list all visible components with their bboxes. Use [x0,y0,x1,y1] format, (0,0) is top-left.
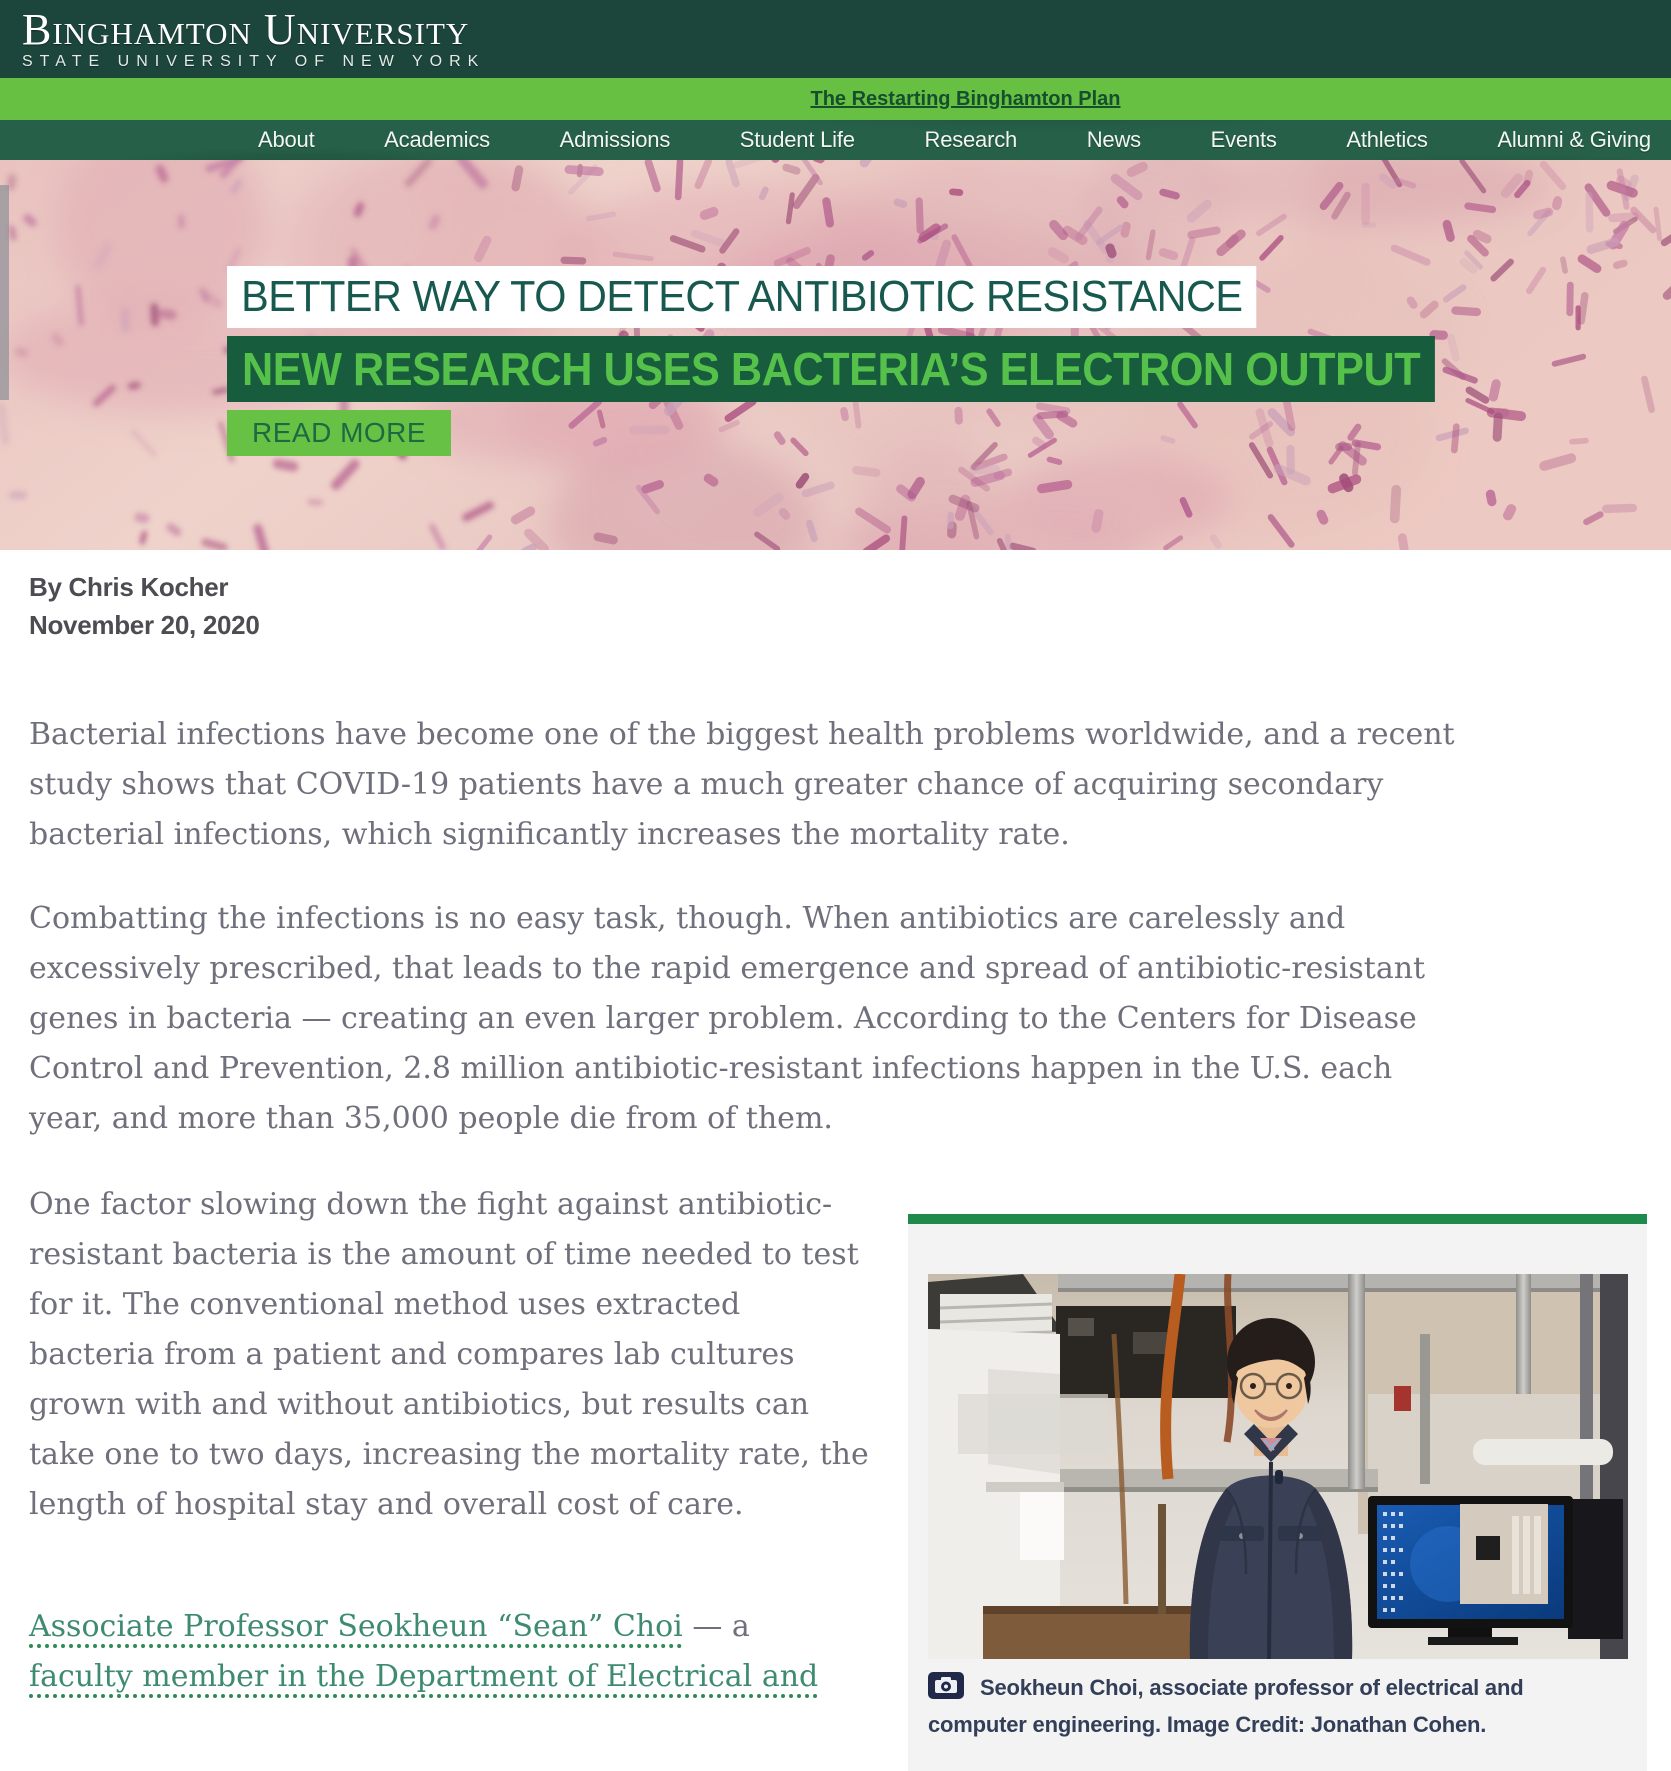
alert-bar [0,78,1671,120]
restarting-plan-link[interactable]: The Restarting Binghamton Plan [810,87,1121,110]
article-paragraph-2: Combatting the infections is no easy task, though. When antibiotics are carelessly and excessively prescribed, that leads to the rapid emergence and spread of antibiotic-resistant genes in bacteria — creating an even larger problem. According to the Centers for Disease Control and Prevention, 2.8 million antibiotic-resistant infections happen in the U.S. each year, and more than 35,000 people die from of them. [29,901,1426,1136]
professor-profile-link[interactable]: Associate Professor Seokheun “Sean” Choi [29,1609,683,1644]
nav-item-about[interactable]: About [258,127,315,152]
camera-icon [928,1672,964,1699]
nav-item-research[interactable]: Research [924,127,1018,152]
nav-item-athletics[interactable]: Athletics [1346,127,1428,152]
article-paragraph-1: Bacterial infections have become one of the biggest health problems worldwide, and a recent study shows that COVID-19 patients have a much greater chance of acquiring secondary bacterial infections, which significantly increases the mortality rate. [29,717,1455,852]
article-columns [29,1180,1643,1771]
article-byline: By Chris Kocher [29,572,229,602]
hero-overlay [227,266,1512,456]
main-nav [0,120,1671,160]
byline-block [29,572,1671,640]
nav-item-academics[interactable]: Academics [384,127,490,152]
researcher-photo [928,1274,1628,1659]
site-header [0,0,1671,78]
logo-wordmark: Binghamton University [22,4,470,54]
read-more-button[interactable]: READ MORE [227,410,451,456]
department-link[interactable]: faculty member in the Department of Electrical and [29,1659,819,1694]
hero-headline-secondary[interactable]: NEW RESEARCH USES BACTERIA’S ELECTRON OUTPUT [227,336,1435,402]
article-body [29,710,1643,1771]
photo-card [908,1214,1647,1771]
nav-item-student-life[interactable]: Student Life [739,127,855,152]
logo-subtitle: STATE UNIVERSITY OF NEW YORK [22,52,486,70]
nav-item-events[interactable]: Events [1210,127,1277,152]
university-logo[interactable] [22,4,486,71]
paragraph-4-text: — a [682,1609,750,1644]
nav-item-alumni-giving[interactable]: Alumni & Giving [1497,127,1651,152]
article-paragraph-3: One factor slowing down the fight against antibiotic-resistant bacteria is the amount of time needed to test for it. The conventional method uses extracted bacteria from a patient and compares lab cultures grown with and without antibiotics, but results can take one to two days, increasing the mortality rate, the length of hospital stay and overall cost of care. [29,1187,869,1522]
nav-item-news[interactable]: News [1086,127,1141,152]
nav-item-admissions[interactable]: Admissions [559,127,671,152]
article-right-column [908,1180,1647,1771]
photo-caption-text: Seokheun Choi, associate professor of electrical and computer engineering. Image Credit: Jonathan Cohen. [928,1675,1524,1737]
article-left-column [29,1180,874,1702]
article-paragraph-4 [29,1602,874,1702]
photo-caption [928,1669,1608,1743]
hero-banner [0,160,1671,550]
hero-headline-primary[interactable]: BETTER WAY TO DETECT ANTIBIOTIC RESISTANCE [227,266,1257,328]
article-date: November 20, 2020 [29,610,260,640]
